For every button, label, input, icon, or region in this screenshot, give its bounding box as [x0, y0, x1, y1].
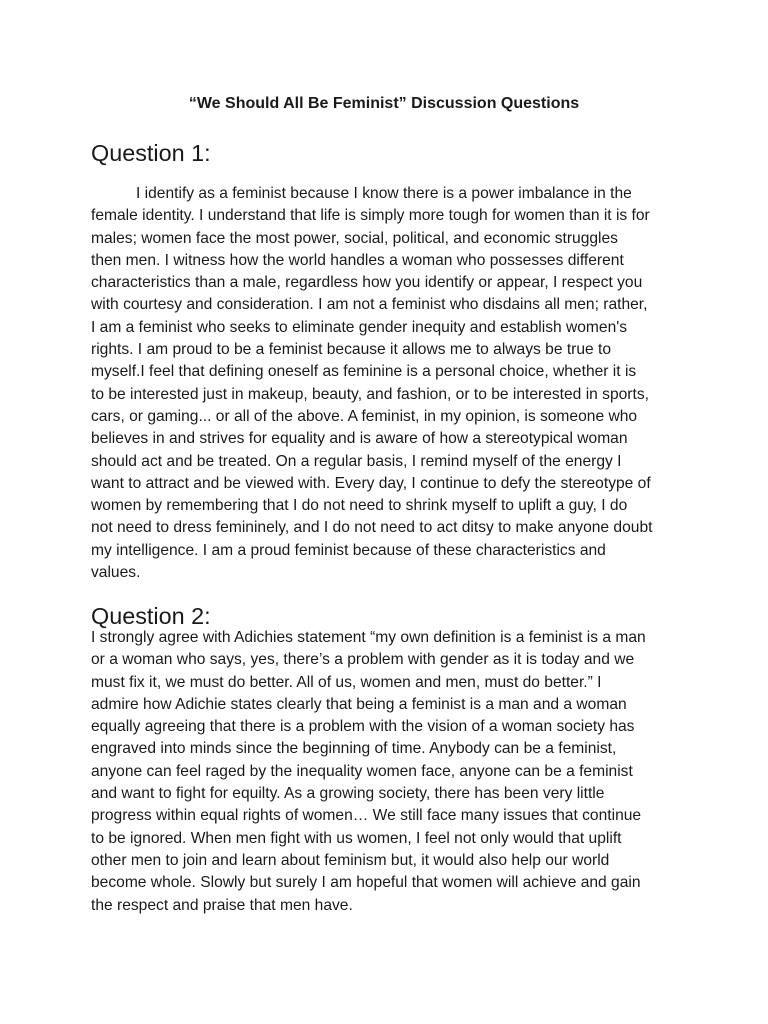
answer-line: with courtesy and consideration. I am not a feminist who disdains all men; rather,: [91, 296, 648, 314]
answer-line: anyone can feel raged by the inequality women face, anyone can be a feminist: [91, 762, 633, 780]
answer-line: characteristics than a male, regardless how you identify or appear, I respect you: [91, 274, 643, 292]
answer-line: must fix it, we must do better. All of us, women and men, must do better.” I: [91, 673, 602, 691]
answer-line: my intelligence. I am a proud feminist because of these characteristics and: [91, 541, 606, 559]
answer-line: believes in and strives for equality and is aware of how a stereotypical woman: [91, 430, 628, 448]
answer-line: cars, or gaming... or all of the above. A feminist, in my opinion, is someone who: [91, 407, 638, 425]
answer-line: not need to dress femininely, and I do not need to act ditsy to make anyone doubt: [91, 519, 653, 537]
answer-line: female identity. I understand that life is simply more tough for women than it is for: [91, 207, 650, 225]
question-1-answer: [91, 183, 681, 584]
question-2-heading: Question 2:: [91, 603, 211, 629]
answer-line: rights. I am proud to be a feminist because it allows me to always be true to: [91, 341, 612, 359]
answer-line: should act and be treated. On a regular basis, I remind myself of the energy I: [91, 452, 622, 470]
answer-line: admire how Adichie states clearly that being a feminist is a man and a woman: [91, 695, 627, 713]
answer-line: I strongly agree with Adichies statement “my own definition is a feminist is a man: [91, 629, 646, 646]
answer-line: the respect and praise that men have.: [91, 896, 353, 914]
answer-line: want to attract and be viewed with. Every day, I continue to defy the stereotype of: [91, 474, 651, 492]
answer-line: equally agreeing that there is a problem with the vision of a woman society has: [91, 718, 635, 736]
answer-line: values.: [91, 564, 141, 582]
answer-line: become whole. Slowly but surely I am hopeful that women will achieve and gain: [91, 874, 641, 892]
answer-line: I identify as a feminist because I know there is a power imbalance in the: [136, 185, 632, 202]
document-title: “We Should All Be Feminist” Discussion Questions: [188, 95, 580, 112]
answer-line: I am a feminist who seeks to eliminate gender inequity and establish women's: [91, 318, 628, 336]
answer-line: other men to join and learn about feminism but, it would also help our world: [91, 851, 610, 869]
answer-line: to be interested just in makeup, beauty, and fashion, or to be interested in sports,: [91, 385, 649, 403]
answer-line: progress within equal rights of women… We still face many issues that continue: [91, 807, 642, 825]
answer-line: then men. I witness how the world handles a woman who possesses different: [91, 251, 624, 269]
answer-line: engraved into minds since the beginning of time. Anybody can be a feminist,: [91, 740, 617, 758]
question-1-heading: Question 1:: [91, 140, 211, 166]
question-2-answer: [91, 627, 681, 917]
answer-line: or a woman who says, yes, there’s a problem with gender as it is today and we: [91, 651, 635, 669]
answer-line: to be ignored. When men fight with us women, I feel not only would that uplift: [91, 829, 622, 847]
answer-line: women by remembering that I do not need to shrink myself to uplift a guy, I do: [91, 497, 628, 515]
answer-line: and want to fight for equilty. As a growing society, there has been very little: [91, 785, 605, 803]
answer-line: myself.I feel that defining oneself as feminine is a personal choice, whether it is: [91, 363, 637, 381]
answer-line: males; women face the most power, social, political, and economic struggles: [91, 229, 618, 247]
